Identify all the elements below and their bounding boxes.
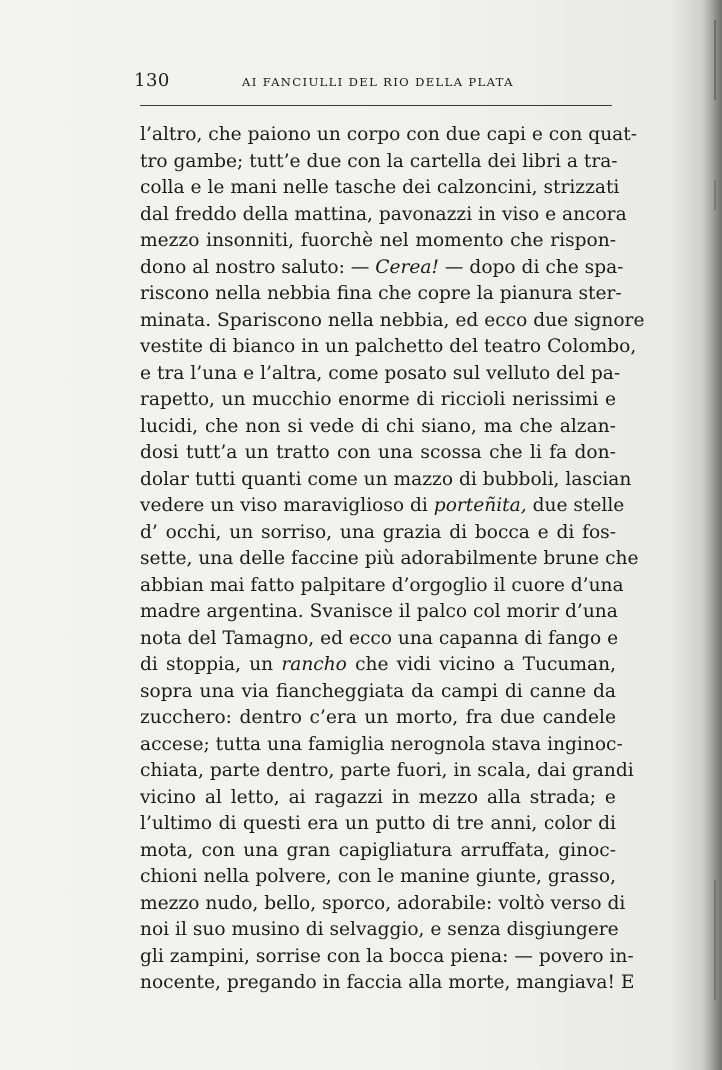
text-line: l’ultimo di questi era un putto di tre anni, color di xyxy=(140,813,616,834)
text-line: lucidi, che non si vede di chi siano, ma che alzan- xyxy=(140,415,616,437)
text-line: mota, con una gran capigliatura arruffata, ginoc- xyxy=(140,839,616,861)
text-line: minata. Spariscono nella nebbia, ed ecco due signore xyxy=(140,309,645,331)
spine-scratch-mark xyxy=(714,180,716,210)
text-line: dal freddo della mattina, pavonazzi in viso e ancora xyxy=(140,203,627,225)
text-line: abbian mai fatto palpitare d’orgoglio il cuore d’una xyxy=(140,574,624,596)
text-line: dolar tutti quanti come un mazzo di bubboli, lascian xyxy=(140,468,632,490)
text-line: chiata, parte dentro, parte fuori, in scala, dai grandi xyxy=(140,760,634,781)
text-line: colla e le mani nelle tasche dei calzoncini, strizzati xyxy=(140,177,620,198)
text-line: sopra una via fiancheggiata da campi di canne da xyxy=(140,680,617,702)
text-line: nota del Tamagno, ed ecco una capanna di fango e xyxy=(140,627,619,649)
text-line: tro gambe; tutt’e due con la cartella dei libri a tra- xyxy=(140,150,618,172)
text-line: l’altro, che paiono un corpo con due capi e con quat- xyxy=(140,124,638,145)
body-paragraph xyxy=(140,122,645,997)
text-line: chioni nella polvere, con le manine giunte, grasso, xyxy=(140,866,616,887)
text-line: vicino al letto, ai ragazzi in mezzo alla strada; e xyxy=(140,786,616,808)
text-line: gli zampini, sorrise con la bocca piena: — povero in- xyxy=(140,945,634,967)
text-line: accese; tutta una famiglia nerognola stava inginoc- xyxy=(140,733,623,755)
header-rule xyxy=(140,105,612,106)
text-line: nocente, pregando in faccia alla morte, mangiava! E xyxy=(140,972,635,993)
page-number: 130 xyxy=(134,70,170,91)
text-line: dono al nostro saluto: — Cerea! — dopo di che spa- xyxy=(140,256,624,278)
text-line: mezzo nudo, bello, sporco, adorabile: voltò verso di xyxy=(140,892,626,914)
page-header xyxy=(134,70,612,98)
text-line: riscono nella nebbia fina che copre la pianura ster- xyxy=(140,283,622,304)
text-line: dosi tutt’a un tratto con una scossa che li fa don- xyxy=(140,442,616,463)
text-line: vestite di bianco in un palchetto del teatro Colombo, xyxy=(140,336,637,357)
text-line: vedere un viso maraviglioso di porteñita, due stelle xyxy=(140,495,625,516)
italic-word: Cerea! xyxy=(375,256,439,278)
spine-scratch-mark xyxy=(714,880,716,1000)
text-line: rapetto, un mucchio enorme di riccioli nerissimi e xyxy=(140,389,616,410)
text-line: e tra l’una e l’altra, come posato sul velluto del pa- xyxy=(140,362,621,384)
italic-word: porteñita, xyxy=(433,495,527,516)
text-line: di stoppia, un rancho che vidi vicino a Tucuman, xyxy=(140,654,616,675)
page-spine-shadow xyxy=(704,0,722,1070)
text-line: sette, una delle faccine più adorabilmente brune che xyxy=(140,548,639,569)
spine-scratch-mark xyxy=(714,20,716,100)
text-line: zucchero: dentro c’era un morto, fra due candele xyxy=(140,707,616,728)
running-title: AI FANCIULLI DEL RIO DELLA PLATA xyxy=(242,75,514,89)
text-line: noi il suo musino di selvaggio, e senza disgiungere xyxy=(140,919,619,940)
text-line: d’ occhi, un sorriso, una grazia di bocca e di fos- xyxy=(140,521,616,543)
text-line: mezzo insonniti, fuorchè nel momento che rispon- xyxy=(140,230,616,251)
text-line: madre argentina. Svanisce il palco col morir d’una xyxy=(140,601,618,622)
italic-word: rancho xyxy=(281,654,347,675)
